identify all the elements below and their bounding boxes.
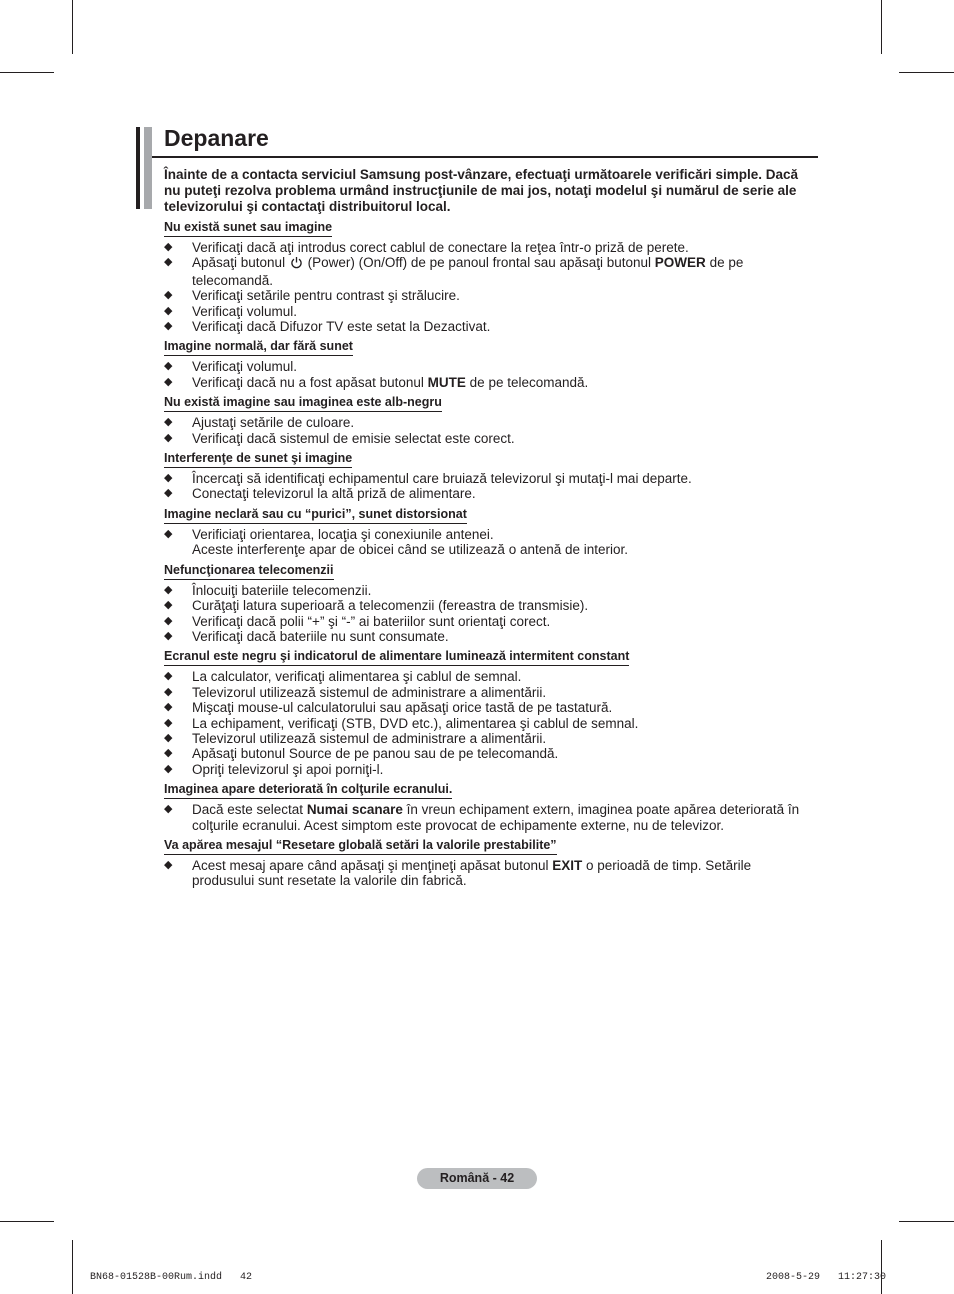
section	[164, 561, 814, 645]
list-item	[164, 746, 814, 761]
diamond-bullet-icon: ◆	[164, 701, 173, 714]
crop-mark	[881, 0, 882, 54]
bullet-list	[164, 471, 814, 502]
bullet-list	[164, 802, 814, 833]
list-item-text: Dacă este selectat Numai scanare în vreun echipament extern, imaginea poate apărea deteriorată în colţurile ecranului. Acest simptom este provocat de echipamente externe, nu de televizor.	[192, 802, 800, 833]
crop-mark	[72, 1240, 73, 1294]
bullet-list	[164, 669, 814, 777]
diamond-bullet-icon: ◆	[164, 762, 173, 775]
intro-text: Înainte de a contacta serviciul Samsung post-vânzare, efectuaţi următoarele verificări simple. Dacă nu puteţi rezolva problema urmând instrucţiunile de mai jos, notaţi modelul şi numărul de serie ale televizorului şi contactaţi distribuitorul local.	[164, 167, 798, 214]
list-item	[164, 304, 814, 319]
bold-keyword: EXIT	[552, 857, 583, 873]
crop-mark	[0, 72, 54, 73]
list-item-text: Verificaţi volumul.	[192, 303, 298, 319]
list-item	[164, 255, 814, 288]
section	[164, 836, 814, 889]
list-item	[164, 762, 814, 777]
title-rule	[152, 156, 818, 158]
diamond-bullet-icon: ◆	[164, 803, 173, 816]
section	[164, 218, 814, 334]
diamond-bullet-icon: ◆	[164, 431, 173, 444]
power-icon	[290, 256, 303, 272]
list-item	[164, 858, 814, 889]
list-item	[164, 431, 814, 446]
list-item	[164, 240, 814, 255]
list-item	[164, 731, 814, 746]
diamond-bullet-icon: ◆	[164, 731, 173, 744]
list-item	[164, 669, 814, 684]
page-number-badge: Română - 42	[417, 1168, 537, 1189]
list-item	[164, 375, 814, 390]
section	[164, 393, 814, 446]
section	[164, 449, 814, 502]
list-item	[164, 527, 814, 558]
list-item	[164, 319, 814, 334]
bullet-list	[164, 527, 814, 558]
diamond-bullet-icon: ◆	[164, 472, 173, 485]
list-item-text: Înlocuiţi bateriile telecomenzii.	[192, 582, 372, 598]
list-item	[164, 700, 814, 715]
diamond-bullet-icon: ◆	[164, 487, 173, 500]
list-item	[164, 598, 814, 613]
diamond-bullet-icon: ◆	[164, 256, 173, 269]
page-title: Depanare	[164, 125, 269, 151]
list-item	[164, 583, 814, 598]
list-item	[164, 802, 814, 833]
bold-keyword: Numai scanare	[306, 802, 403, 818]
diamond-bullet-icon: ◆	[164, 304, 173, 317]
list-item-text: Verificaţi dacă bateriile nu sunt consumate.	[192, 628, 449, 644]
print-slug-date: 2008-5-29 11:27:30	[766, 1272, 887, 1283]
section	[164, 337, 814, 390]
list-item-text: La echipament, verificaţi (STB, DVD etc.), alimentarea şi cablul de semnal.	[192, 715, 639, 731]
list-item-text: Televizorul utilizează sistemul de administrare a alimentării.	[192, 730, 547, 746]
section	[164, 505, 814, 558]
list-item-text: Apăsaţi butonul (Power) (On/Off) de pe panoul frontal sau apăsaţi butonul POWER de pe telecomandă.	[192, 255, 744, 288]
list-item	[164, 614, 814, 629]
diamond-bullet-icon: ◆	[164, 670, 173, 683]
bullet-list	[164, 858, 814, 889]
section-heading: Nu există sunet sau imagine	[164, 220, 332, 237]
diamond-bullet-icon: ◆	[164, 858, 173, 871]
list-item	[164, 288, 814, 303]
list-item	[164, 471, 814, 486]
title-block	[152, 125, 818, 158]
list-item-text: Acest mesaj apare când apăsaţi şi menţineţi apăsat butonul EXIT o perioadă de timp. Setările produsului sunt resetate la valorile din fabrică.	[192, 857, 752, 889]
section-heading: Interferenţe de sunet şi imagine	[164, 451, 352, 468]
bullet-list	[164, 583, 814, 645]
list-item-text: Verificaţi dacă nu a fost apăsat butonul MUTE de pe telecomandă.	[192, 374, 589, 390]
title-side-bar	[136, 127, 140, 209]
diamond-bullet-icon: ◆	[164, 320, 173, 333]
bold-keyword: POWER	[654, 255, 706, 271]
list-item	[164, 486, 814, 501]
list-item-text: Verificiaţi orientarea, locaţia şi conexiunile antenei. Aceste interferenţe apar de obicei când se utilizează o antenă de interior.	[192, 526, 629, 558]
diamond-bullet-icon: ◆	[164, 685, 173, 698]
list-item-text: Verificaţi dacă aţi introdus corect cablul de conectare la reţea într-o priză de perete.	[192, 240, 689, 255]
section-heading: Imagine normală, dar fără sunet	[164, 339, 353, 356]
list-item-text: Curăţaţi latura superioară a telecomenzii (fereastra de transmisie).	[192, 598, 589, 614]
diamond-bullet-icon: ◆	[164, 716, 173, 729]
diamond-bullet-icon: ◆	[164, 614, 173, 627]
section-heading: Va apărea mesajul “Resetare globală setări la valorile prestabilite”	[164, 838, 557, 855]
list-item-text: Încercaţi să identificaţi echipamentul care bruiază televizorul şi mutaţi-l mai departe.	[192, 471, 692, 487]
list-item-text: Conectaţi televizorul la altă priză de alimentare.	[192, 486, 476, 502]
list-item	[164, 685, 814, 700]
bullet-list	[164, 359, 814, 390]
list-item-text: Verificaţi dacă polii “+” şi “-” ai bateriilor sunt orientaţi corect.	[192, 613, 551, 629]
bold-keyword: MUTE	[427, 374, 466, 390]
list-item-text: La calculator, verificaţi alimentarea şi cablul de semnal.	[192, 669, 522, 685]
diamond-bullet-icon: ◆	[164, 416, 173, 429]
title-side-bar-grey	[144, 127, 152, 209]
list-item-text: Televizorul utilizează sistemul de administrare a alimentării.	[192, 684, 547, 700]
crop-mark	[899, 1221, 954, 1222]
list-item-text: Ajustaţi setările de culoare.	[192, 415, 355, 431]
bullet-list	[164, 415, 814, 446]
section-heading: Imaginea apare deteriorată în colţurile ecranului.	[164, 782, 452, 799]
section-heading: Nefuncţionarea telecomenzii	[164, 563, 334, 580]
print-slug-file: BN68-01528B-00Rum.indd 42	[90, 1272, 253, 1283]
diamond-bullet-icon: ◆	[164, 527, 173, 540]
diamond-bullet-icon: ◆	[164, 583, 173, 596]
diamond-bullet-icon: ◆	[164, 289, 173, 302]
bullet-list	[164, 240, 814, 334]
list-item	[164, 629, 814, 644]
diamond-bullet-icon: ◆	[164, 241, 173, 253]
section	[164, 780, 814, 833]
crop-mark	[881, 1240, 882, 1294]
section-heading: Ecranul este negru şi indicatorul de alimentare luminează intermitent constant	[164, 649, 629, 666]
diamond-bullet-icon: ◆	[164, 599, 173, 612]
list-item	[164, 359, 814, 374]
section	[164, 647, 814, 777]
list-item-text: Apăsaţi butonul Source de pe panou sau de pe telecomandă.	[192, 746, 559, 762]
list-item-text: Verificaţi setările pentru contrast şi strălucire.	[192, 288, 460, 304]
list-item-text: Verificaţi volumul.	[192, 359, 298, 375]
list-item-text: Verificaţi dacă Difuzor TV este setat la Dezactivat.	[192, 319, 491, 335]
list-item-text: Opriţi televizorul şi apoi porniţi-l.	[192, 761, 384, 777]
diamond-bullet-icon: ◆	[164, 747, 173, 760]
crop-mark	[72, 0, 73, 54]
section-heading: Imagine neclară sau cu “purici”, sunet distorsionat	[164, 507, 467, 524]
diamond-bullet-icon: ◆	[164, 360, 173, 373]
list-item	[164, 415, 814, 430]
crop-mark	[0, 1221, 54, 1222]
list-item-text: Verificaţi dacă sistemul de emisie selectat este corect.	[192, 430, 515, 446]
diamond-bullet-icon: ◆	[164, 375, 173, 388]
troubleshooting-sections	[164, 218, 814, 892]
list-item-text: Mişcaţi mouse-ul calculatorului sau apăsaţi orice tastă de pe tastatură.	[192, 700, 613, 716]
crop-mark	[899, 72, 954, 73]
list-item	[164, 716, 814, 731]
section-heading: Nu există imagine sau imaginea este alb-negru	[164, 395, 442, 412]
diamond-bullet-icon: ◆	[164, 629, 173, 642]
